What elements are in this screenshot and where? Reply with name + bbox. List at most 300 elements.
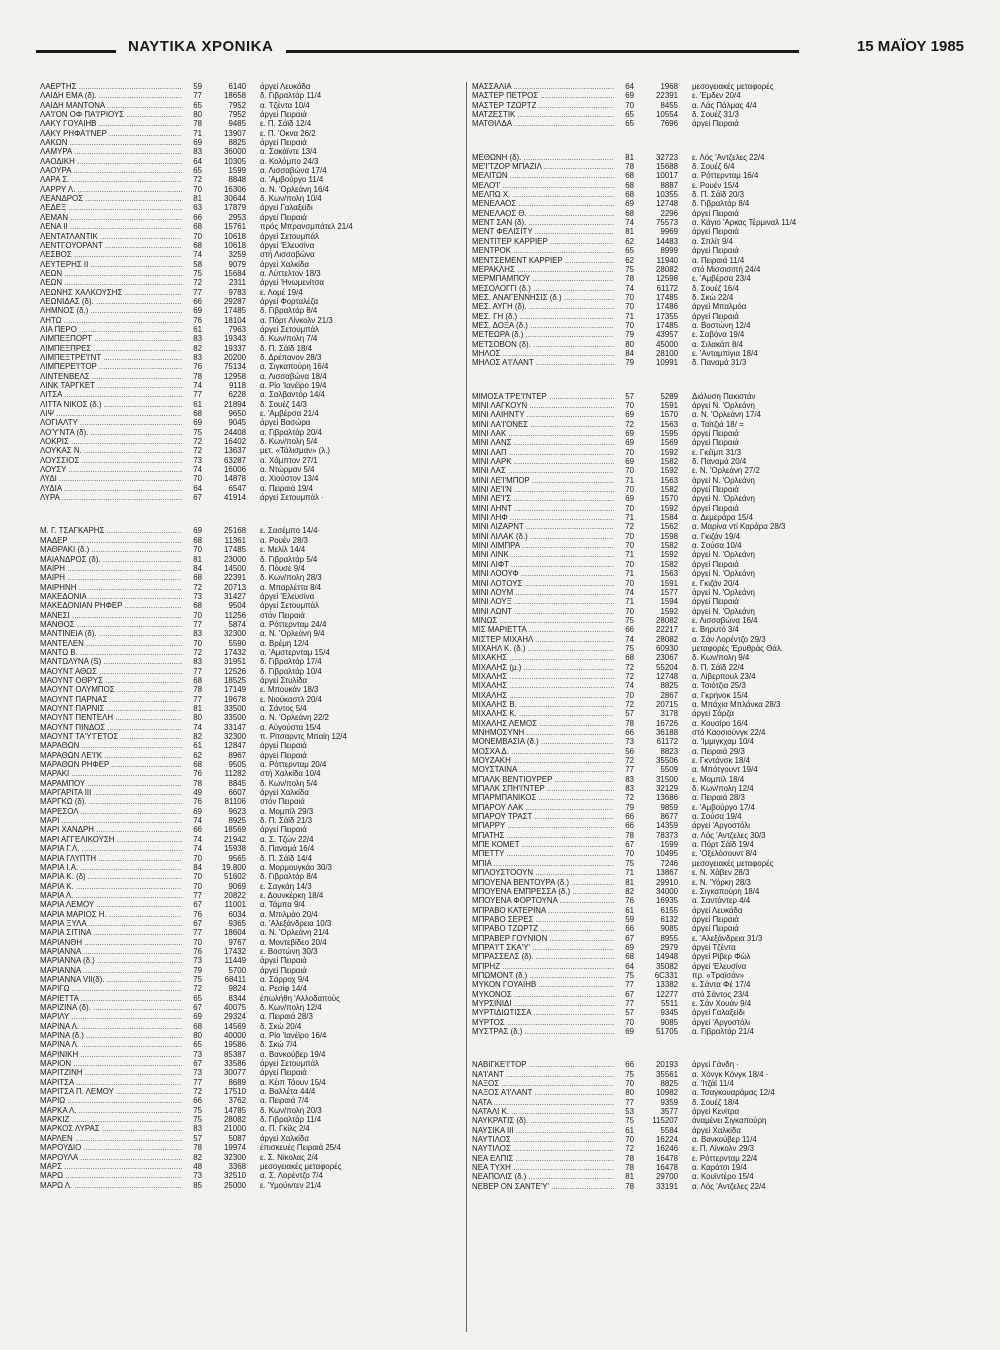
tonnage: 45000 (656, 339, 678, 349)
build-year: 75 (193, 1105, 202, 1115)
ship-position: άργεί 'Αργοστόλι (692, 1017, 750, 1027)
build-year: 70 (625, 400, 634, 410)
ship-position: δ. Γιβραλτάρ 11/4 (260, 1115, 322, 1125)
ship-name: ΜΙΝΙ ΛΑΣ ..... (472, 466, 614, 475)
ship-position: πρ. «Τραϊσάν» (692, 970, 745, 980)
tonnage: 1592 (660, 466, 678, 476)
tonnage: 14483 (656, 236, 678, 246)
tonnage: 29287 (224, 296, 246, 306)
ship-name: ΛΑΙΔΗ ΕΜΑ (δ). ..... (40, 91, 182, 100)
ship-position: α. Ν. 'Ορλεάνη 22/2 (260, 713, 329, 723)
ship-position: α. Ν. 'Ορλεάνη 9/4 (260, 629, 325, 639)
build-year: 73 (193, 956, 202, 966)
ship-name: ΜΟΥΣΤΑΙΝΑ ..... (472, 765, 614, 774)
ship-position: άργεί Σετουμπάλ (260, 601, 319, 611)
tonnage: 9079 (228, 259, 246, 269)
tonnage: 9365 (228, 918, 246, 928)
ship-position: α. 'Ιτζάϊ 11/4 (692, 1079, 734, 1089)
build-year: 78 (193, 1143, 202, 1153)
ship-row (472, 237, 892, 246)
build-year: 79 (193, 965, 202, 975)
ship-name: ΝΕΒΕΡ ΟΝ ΣΑΝΤΕ'Υ' ..... (472, 1182, 614, 1191)
build-year: 70 (625, 302, 634, 312)
ship-row (472, 91, 892, 100)
ship-position: α. Μπιλμάο 20/4 (260, 909, 318, 919)
tonnage: 11256 (224, 610, 246, 620)
build-year: 82 (625, 886, 634, 896)
ship-position: άργεί Σετουμπάλ (260, 231, 319, 241)
ship-position: α. Σαλβαντόρ 14/4 (260, 390, 325, 400)
ship-position: δ. Γιβραλτάρ 8/4 (692, 199, 750, 209)
ship-row (472, 681, 892, 690)
ship-name: ΜΕ'Ι'ΤΖΟΡ ΜΠΑΖΙΛ ..... (472, 162, 614, 171)
tonnage: 9623 (228, 806, 246, 816)
ship-row (472, 392, 892, 401)
build-year: 65 (193, 993, 202, 1003)
ship-row (40, 835, 460, 844)
ship-position: α. Σάρροχ 9/4 (260, 974, 309, 984)
ship-position: ε. Βοστώνη 30/3 (260, 946, 318, 956)
ship-name: ΜΑΡΙΑ ΛΕΜΟΥ ..... (40, 900, 182, 909)
ship-row (472, 494, 892, 503)
ship-row (472, 358, 892, 367)
tonnage: 15688 (656, 162, 678, 172)
ship-row (40, 82, 460, 91)
ship-position: α. Χάμπτον 27/1 (260, 455, 318, 465)
tonnage: 3178 (660, 709, 678, 719)
ship-position: α. Λύττελτον 18/3 (260, 268, 321, 278)
tonnage: 11449 (224, 956, 246, 966)
build-year: 72 (625, 671, 634, 681)
ship-position: ε. 'Αμβέρσα 21/4 (260, 409, 319, 419)
ship-row (472, 438, 892, 447)
ship-row (472, 1172, 892, 1181)
ship-row (472, 962, 892, 971)
ship-name: ΛΕΝΑ ΙΙ ..... (40, 222, 182, 231)
build-year: 82 (193, 343, 202, 353)
tonnage: 8887 (660, 180, 678, 190)
tonnage: 10017 (656, 171, 678, 181)
ship-row (472, 803, 892, 812)
build-year: 70 (193, 853, 202, 863)
ship-position: στόν Πειραιά (260, 797, 305, 807)
ship-name: ΜΗΛΟΣ ..... (472, 349, 614, 358)
build-year: 72 (193, 647, 202, 657)
ship-name: ΜΑΡΙΑ Κ. ..... (40, 882, 182, 891)
ship-row (40, 232, 460, 241)
ship-position: α. Βανκούβερ 11/4 (692, 1135, 757, 1145)
ship-position: δ. Κων/πολη 7/4 (260, 334, 318, 344)
build-year: 78 (193, 778, 202, 788)
build-year: 69 (625, 1027, 634, 1036)
ship-name: ΛΙΤΤΑ ΝΙΚΟΣ (δ.) ..... (40, 400, 182, 409)
build-year: 69 (625, 91, 634, 101)
ship-position: α. Λός 'Αντζελες 30/3 (692, 830, 766, 840)
ship-row (472, 849, 892, 858)
ship-row (472, 644, 892, 653)
ship-row (472, 476, 892, 485)
ship-name: ΜΕΝΤ ΣΑΝ (δ). ..... (472, 218, 614, 227)
ship-name: ΛΥΡΑ ..... (40, 493, 182, 502)
tonnage: 20715 (656, 699, 678, 709)
ship-row (40, 362, 460, 371)
build-year: 81 (625, 152, 634, 162)
tonnage: 16246 (656, 1144, 678, 1154)
ship-position: άργεί Βασώρα (260, 418, 311, 428)
ship-row (40, 213, 460, 222)
ship-name: ΜΑΡΙΑ ΓΛΥΠΤΗ ..... (40, 854, 182, 863)
ship-name: ΜΠΛΟΥΣΤΟΟΥΝ ..... (472, 868, 614, 877)
build-year: 68 (193, 409, 202, 419)
ship-name: ΛΑΜΥΡΑ ..... (40, 147, 182, 156)
tonnage: 41914 (224, 493, 246, 503)
ship-position: δ. Κων/πολη 28/3 (260, 573, 322, 583)
ship-row (472, 293, 892, 302)
ship-position: άργεί Πειραιά (260, 825, 307, 835)
build-year: 80 (625, 339, 634, 349)
ship-name: ΛΑΟΔΙΚΗ ..... (40, 157, 182, 166)
ship-position: ε. 'Ανταμπίγια 18/4 (692, 348, 758, 358)
ship-row (472, 274, 892, 283)
ship-row (472, 284, 892, 293)
ship-position: άργεί Γαλαξείδι (692, 1008, 745, 1018)
ship-row (472, 821, 892, 830)
ship-row (472, 1088, 892, 1097)
ship-name: ΜΠΑΤΗΣ ..... (472, 831, 614, 840)
tonnage: 16306 (224, 184, 246, 194)
build-year: 67 (625, 840, 634, 850)
ship-row (472, 1163, 892, 1172)
ship-name: ΜΑΡΑΘΩΝ ..... (40, 741, 182, 750)
ship-position: α. Ρόττερνταμ 16/4 (692, 171, 759, 181)
ship-row (472, 859, 892, 868)
ship-row (472, 218, 892, 227)
ship-name: ΛΙΜΠΕΞΠΟΡΤ ..... (40, 334, 182, 343)
build-year: 56 (625, 746, 634, 756)
ship-position: α. Μοντεβίδεο 20/4 (260, 937, 327, 947)
ship-row (40, 334, 460, 343)
ship-row (472, 906, 892, 915)
tonnage: 14785 (224, 1105, 246, 1115)
ship-position: στό Μισσισιπή 24/4 (692, 264, 761, 274)
build-year: 69 (193, 306, 202, 316)
ship-position: δ. Πόυσε 9/4 (260, 563, 305, 573)
ship-block (472, 1060, 892, 1191)
ship-position: α. Βοστώνη 12/4 (692, 320, 751, 330)
ship-row (40, 1096, 460, 1105)
tonnage: 30644 (224, 194, 246, 204)
build-year: 70 (625, 1017, 634, 1027)
ship-name: ΛΕΩΝΗΣ ΧΑΛΚΟΥΣΗΣ ..... (40, 288, 182, 297)
ship-position: α. Ρόττερνταμ 24/4 (260, 619, 327, 629)
ship-name: ΛΕΩΝ ..... (40, 269, 182, 278)
build-year: 70 (625, 466, 634, 476)
ship-position: ε. Ρουέν 15/4 (692, 180, 739, 190)
ship-row (472, 887, 892, 896)
ship-row (40, 648, 460, 657)
tonnage: 33500 (224, 713, 246, 723)
ship-row (40, 91, 460, 100)
tonnage: 17432 (224, 647, 246, 657)
ship-position: άργεί Πειραιά (692, 246, 739, 256)
tonnage: 61172 (656, 283, 678, 293)
ship-row (40, 250, 460, 259)
tonnage: 17485 (656, 320, 678, 330)
right-column (472, 82, 892, 1332)
tonnage: 9767 (228, 937, 246, 947)
ship-row (40, 667, 460, 676)
tonnage: 8967 (228, 750, 246, 760)
ship-name: ΜΑΡΙΤΖΙΝΗ ..... (40, 1068, 182, 1077)
ship-name: ΜΝΗΜΟΣΥΝΗ ..... (472, 728, 614, 737)
ship-name: ΜΕΝΤΣΕΜΕΝΤ ΚΑΡΡΙΕΡ ..... (472, 256, 614, 265)
ship-name: ΛΙΜΠΕΞΠΡΕΣ ..... (40, 344, 182, 353)
tonnage: 9650 (228, 409, 246, 419)
build-year: 70 (193, 610, 202, 620)
tonnage: 7952 (228, 110, 246, 120)
ship-name: ΛΑΟΥΡΑ ..... (40, 166, 182, 175)
ship-position: άργεί Πειραιά (692, 429, 739, 438)
build-year: 66 (193, 212, 202, 222)
build-year: 82 (193, 732, 202, 742)
ship-row (40, 882, 460, 891)
build-year: 81 (193, 704, 202, 713)
ship-name: ΜΑΝΤΕΛΕΝ ..... (40, 639, 182, 648)
ship-row (472, 793, 892, 802)
build-year: 74 (193, 381, 202, 390)
build-year: 84 (625, 348, 634, 358)
ship-position: άργεί Ν. 'Ορλεάνη (692, 569, 755, 579)
tonnage: 17879 (224, 203, 246, 213)
ship-row (472, 924, 892, 933)
build-year: 71 (625, 550, 634, 560)
build-year: 67 (625, 933, 634, 943)
tonnage: 23067 (656, 653, 678, 663)
header-rule-mid (286, 50, 799, 53)
ship-name: ΜΕΝΤ ΦΕΛΙΣΙΤΥ ..... (472, 227, 614, 236)
ship-name: ΜΙΝΙ ΛΕ'Ι'Σ ..... (472, 494, 614, 503)
build-year: 68 (193, 1021, 202, 1031)
ship-name: ΝΕΑ ΕΛΠΙΣ ..... (472, 1154, 614, 1163)
build-year: 79 (625, 358, 634, 368)
tonnage: 1594 (660, 597, 678, 607)
tonnage: 1599 (660, 840, 678, 850)
ship-name: ΜΙΝΙ ΛΑΡΚ ..... (472, 457, 614, 466)
ship-position: δ. Κων/πολη 12/4 (260, 1003, 322, 1012)
tonnage: 1592 (660, 447, 678, 457)
ship-name: ΛΑ'Ι'ΟΝ ΟΦ ΠΑ'Ι'ΡΙΟΥΣ ..... (40, 110, 182, 119)
ship-row (472, 999, 892, 1008)
ship-position: άργεί Πειραιά (692, 438, 739, 448)
ship-name: ΛΟ'Υ'ΝΤΑ (δ). ..... (40, 428, 182, 437)
build-year: 75 (625, 970, 634, 980)
ship-row (472, 709, 892, 718)
ship-row (472, 915, 892, 924)
ship-position: α. Ν. 'Ορλεάνη 21/4 (260, 928, 329, 938)
ship-position: μεσογειακές μεταφορές (260, 1161, 342, 1171)
build-year: 69 (625, 494, 634, 504)
tonnage: 31427 (224, 591, 246, 601)
ship-name: ΜΕΛΙΤΩΝ ..... (472, 171, 614, 180)
ship-position: ε. Λομέ 19/4 (260, 287, 303, 297)
ship-position: α. Σπλίτ 9/4 (692, 236, 733, 246)
ship-row (472, 1154, 892, 1163)
ship-position: α. Σούσα 10/4 (692, 541, 742, 551)
ship-position: α. Σ. Τζών 22/4 (260, 834, 314, 844)
ship-position: άργεί Ν. 'Ορλεάνη (692, 475, 755, 485)
build-year: 57 (193, 1133, 202, 1143)
tonnage: 9565 (228, 853, 246, 863)
tonnage: 9118 (229, 381, 246, 390)
ship-name: ΜΕΝΤΡΟΚ ..... (472, 246, 614, 255)
ship-row (472, 330, 892, 339)
ship-row (40, 975, 460, 984)
ship-name: ΜΑΡΙΑ Κ. (δ) ..... (40, 872, 182, 881)
ship-position: ε. Μομπίλ 18/4 (692, 774, 745, 784)
tonnage: 19343 (224, 334, 246, 344)
ship-position: δ. Γιβραλτάρ 5/4 (260, 554, 318, 564)
tonnage: 34000 (656, 886, 678, 896)
build-year: 75 (625, 643, 634, 653)
tonnage: 9345 (660, 1008, 678, 1018)
ship-name: ΛΑΡΡΥ Λ. ..... (40, 185, 182, 194)
build-year: 78 (193, 685, 202, 695)
tonnage: 1582 (660, 559, 678, 569)
ship-position: άργεί Σετουμπάλ (260, 324, 319, 334)
ship-position: α. Σάν Λορέντζο 29/3 (692, 634, 766, 644)
tonnage: 5289 (660, 391, 678, 401)
build-year: 74 (625, 681, 634, 691)
ship-name: ΜΙΧΑΚΗΣ ..... (472, 653, 614, 662)
ship-position: ε. 'Αλεξάνδρεια 31/3 (692, 933, 763, 943)
ship-row (472, 616, 892, 625)
ship-name: ΜΑΡΓΚΩ (δ). ..... (40, 797, 182, 806)
ship-position: δ. Κων/πολη 5/4 (260, 778, 318, 788)
build-year: 66 (625, 821, 634, 831)
tonnage: 6228 (228, 390, 246, 400)
build-year: 78 (625, 274, 634, 284)
ship-row (40, 194, 460, 203)
build-year: 71 (193, 128, 202, 138)
ship-position: α. Γκιζάν 19/4 (692, 531, 740, 541)
build-year: 82 (193, 1152, 202, 1162)
tonnage: 12748 (656, 199, 678, 209)
ship-row (40, 947, 460, 956)
ship-name: ΜΥΡΣΙΝΙΔΙ ..... (472, 999, 614, 1008)
tonnage: 8677 (660, 812, 678, 822)
tonnage: 9069 (228, 881, 246, 891)
ship-name: ΜΑΘΡΑΚΙ (δ.) ..... (40, 545, 182, 554)
ship-row (40, 185, 460, 194)
ship-row (40, 1087, 460, 1096)
tonnage: 1563 (660, 569, 678, 579)
build-year: 70 (625, 503, 634, 513)
build-year: 68 (625, 180, 634, 190)
ship-row (472, 663, 892, 672)
ship-row (40, 919, 460, 928)
tonnage: 20200 (224, 352, 246, 362)
ship-name: ΝΑΒΙΓΚΕ'Ι'ΤΟΡ ..... (472, 1060, 614, 1069)
tonnage: 11282 (224, 769, 246, 779)
tonnage: 28100 (656, 348, 678, 358)
build-year: 81 (193, 194, 202, 204)
ship-position: ε. Σ. Νίκολας 2/4 (260, 1152, 319, 1162)
ship-position: δ. Κων/πολη 20/3 (260, 1105, 322, 1115)
ship-row (472, 1079, 892, 1088)
ship-name: ΜΕΡΑΚΛΗΣ ..... (472, 265, 614, 274)
ship-position: άργεί Πειραιά (260, 741, 307, 751)
build-year: 77 (193, 390, 202, 400)
build-year: 72 (193, 984, 202, 994)
ship-row (472, 765, 892, 774)
build-year: 75 (193, 974, 202, 984)
build-year: 83 (193, 147, 202, 157)
build-year: 70 (625, 531, 634, 541)
build-year: 77 (193, 890, 202, 900)
ship-position: άργεί Τζέντα (692, 942, 736, 952)
ship-name: ΛΕΝΤΑΤΛΑΝΤΙΚ ..... (40, 232, 182, 241)
tonnage: 22391 (656, 91, 678, 101)
tonnage: 7696 (660, 119, 678, 129)
ship-position: άργεί Ν. 'Ορλεάνη (692, 400, 755, 410)
ship-name: ΜΕΣ. ΔΟΞΑ (δ.) ..... (472, 321, 614, 330)
ship-row (40, 1124, 460, 1133)
ship-name: ΜΕΡΜΠΑΜΠΟΥ ..... (472, 274, 614, 283)
ship-row (472, 110, 892, 119)
tonnage: 35082 (656, 961, 678, 971)
ship-row (40, 611, 460, 620)
ship-row (40, 175, 460, 184)
tonnage: 1595 (660, 429, 678, 438)
build-year: 70 (193, 881, 202, 891)
build-year: 69 (193, 1012, 202, 1022)
tonnage: 1577 (660, 587, 678, 597)
tonnage: 21942 (224, 834, 246, 844)
ship-position: άργεί Πειραιά (692, 227, 739, 237)
tonnage: 32300 (224, 629, 246, 639)
ship-position: άργεί Χαλκίδα (260, 259, 309, 269)
tonnage: 85387 (224, 1049, 246, 1059)
build-year: 78 (625, 162, 634, 172)
ship-row (472, 1116, 892, 1125)
ship-position: α. Ρίο 'Ιανέϊρο 16/4 (260, 1031, 327, 1041)
ship-row (40, 639, 460, 648)
ship-position: δ. Π. Σάϊδ 22/4 (692, 662, 744, 672)
build-year: 72 (193, 582, 202, 592)
ship-row (472, 971, 892, 980)
ship-name: ΜΑΡΙΛΥ ..... (40, 1012, 182, 1021)
ship-position: α. 'Ιμμιγκχαμ 10/4 (692, 737, 754, 747)
tonnage: 16478 (656, 1153, 678, 1163)
ship-position: άναμένει Σιγκαπούρη (692, 1116, 767, 1126)
ship-position: άργεί Γαλαξείδι (260, 203, 313, 213)
ship-name: ΜΠΕΤΤΥ ..... (472, 849, 614, 858)
ship-name: ΝΑΤΑΛΙ Κ. ..... (472, 1107, 614, 1116)
tonnage: 19586 (224, 1040, 246, 1050)
ship-row (40, 400, 460, 409)
ship-position: α. Μπότγουντ 19/4 (692, 765, 758, 775)
tonnage: 21894 (224, 399, 246, 409)
ship-name: ΛΕΩΝΙΔΑΣ (δ). ..... (40, 297, 182, 306)
build-year: 76 (193, 909, 202, 919)
build-year: 70 (625, 485, 634, 495)
ship-row (472, 896, 892, 905)
build-year: 70 (193, 231, 202, 241)
ship-position: α. Μπαρλέττα 8/4 (260, 582, 322, 592)
ship-name: ΜΑΟΥΝΤ ΠΑΡΝΙΣ ..... (40, 704, 182, 713)
ship-position: άργεί Πειραιά (260, 110, 307, 120)
tonnage: 2953 (228, 212, 246, 222)
